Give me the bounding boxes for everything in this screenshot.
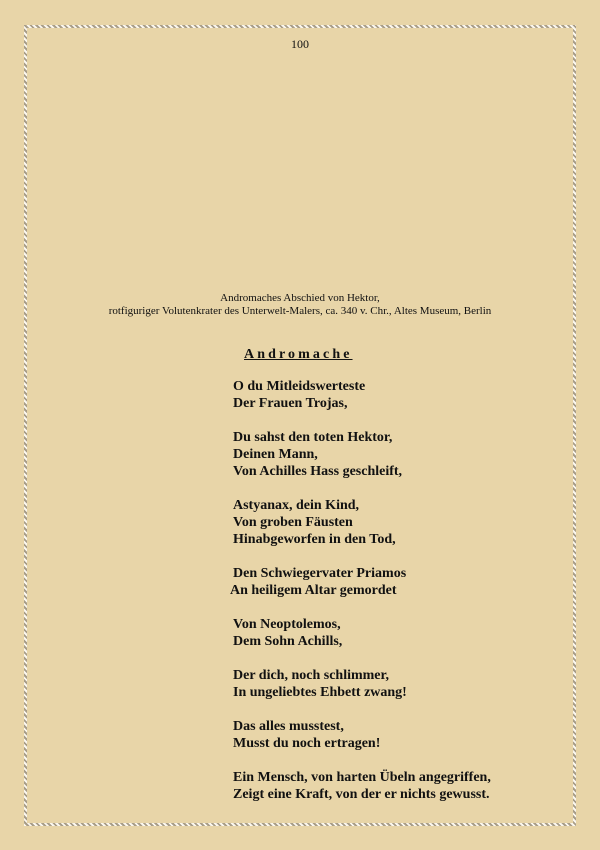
stanza [233,667,573,701]
poem-line: Den Schwiegervater Priamos [233,566,407,581]
poem-line: Dem Sohn Achills, [233,634,343,649]
poem-line: O du Mitleidswerteste [233,379,366,394]
caption-line: rotfiguriger Volutenkrater des Unterwelt-Malers, ca. 340 v. Chr., Altes Museum, Berlin [108,305,492,317]
stanza [233,429,573,480]
poem-line: Deinen Mann, [233,447,318,462]
poem-line: An heiligem Altar gemordet [230,583,397,598]
poem-body [230,378,573,820]
poem-line: Astyanax, dein Kind, [233,498,360,513]
poem-line: Hinabgeworfen in den Tod, [233,532,396,547]
poem-line: Der dich, noch schlimmer, [233,668,389,683]
poem-line: In ungeliebtes Ehbett zwang! [233,685,407,700]
poem-line: Musst du noch ertragen! [233,736,381,751]
stanza [233,497,573,548]
poem-line: Zeigt eine Kraft, von der er nichts gewusst. [233,787,490,802]
poem-line: Das alles musstest, [233,719,344,734]
stanza [233,378,573,412]
stanza [233,769,573,803]
poem-line: Ein Mensch, von harten Übeln angegriffen, [233,770,491,785]
poem-line: Von Neoptolemos, [233,617,341,632]
image-caption [0,292,600,318]
stanza [233,616,573,650]
poem-line: Von groben Fäusten [233,515,353,530]
poem-line: Du sahst den toten Hektor, [233,430,393,445]
page-number: 100 [291,37,309,51]
poem-line: Der Frauen Trojas, [233,396,348,411]
caption-line: Andromaches Abschied von Hektor, [220,292,380,304]
stanza [233,718,573,752]
poem-title: Andromache [244,347,353,362]
stanza [230,565,573,599]
poem-line: Von Achilles Hass geschleift, [233,464,403,479]
